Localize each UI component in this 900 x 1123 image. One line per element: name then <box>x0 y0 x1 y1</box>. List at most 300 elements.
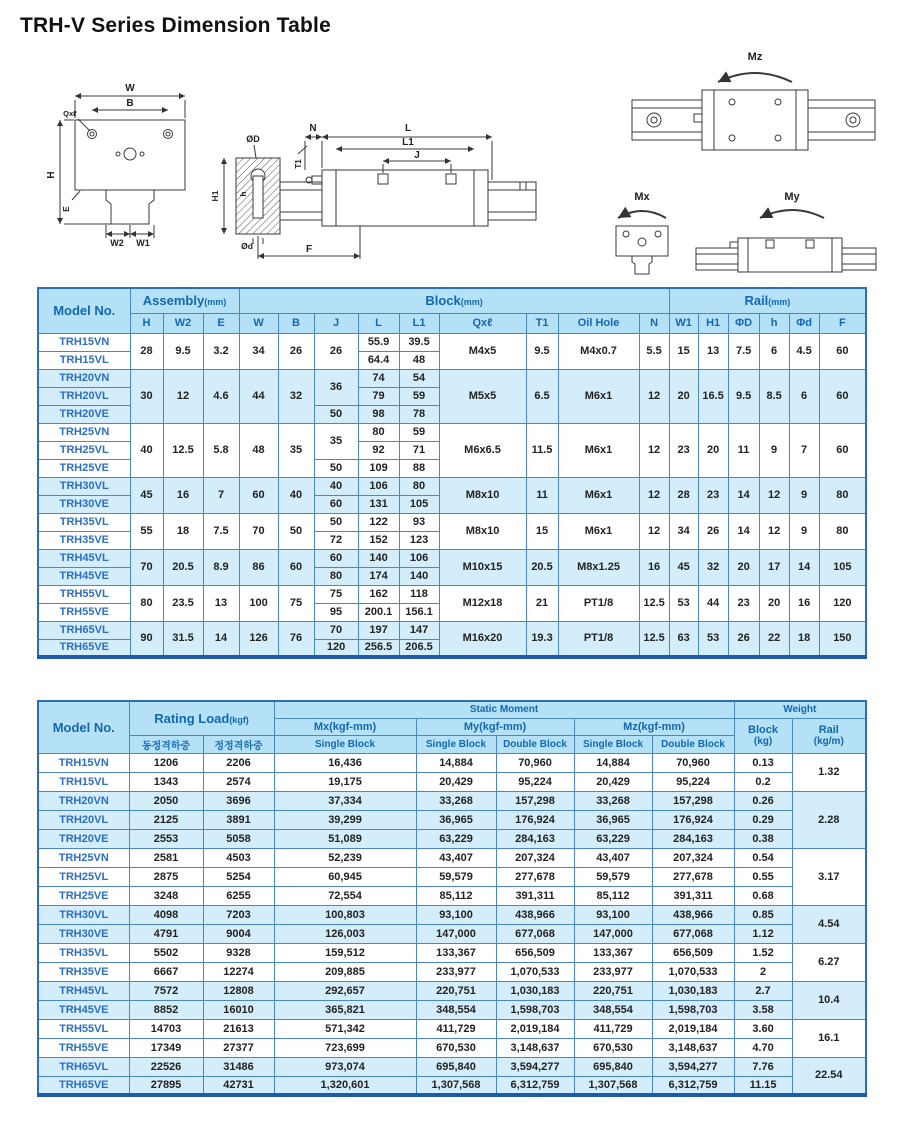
group-label: Block <box>425 293 461 309</box>
table-row <box>38 886 866 905</box>
load-cell: 12808 <box>203 981 274 1000</box>
dimension-cell: 75 <box>278 585 314 621</box>
dimension-cell: 256.5 <box>358 639 399 657</box>
table-row <box>38 867 866 886</box>
dimension-cell: 44 <box>698 585 728 621</box>
dim-label-j: J <box>414 150 420 161</box>
load-cell: 3891 <box>203 810 274 829</box>
col-header: F <box>819 313 866 333</box>
dimension-cell: 12 <box>639 513 669 549</box>
table-row <box>38 905 866 924</box>
table-row <box>38 1076 866 1095</box>
dimension-cell: 28 <box>669 477 698 513</box>
dimension-cell: M6x1 <box>558 369 639 423</box>
dimension-cell: 197 <box>358 621 399 639</box>
dimension-cell: 5.8 <box>203 423 239 477</box>
group-header-rating-load <box>129 701 274 735</box>
load-cell: 126,003 <box>274 924 416 943</box>
dimension-cell: 31.5 <box>163 621 203 657</box>
load-cell: 677,068 <box>496 924 574 943</box>
dim-label-h-height: H <box>46 171 57 179</box>
table-row <box>38 962 866 981</box>
dimension-cell: 28 <box>130 333 163 369</box>
group-label: Rating Load <box>154 710 230 726</box>
mz-top-view-diagram <box>632 73 875 150</box>
load-cell: 411,729 <box>416 1019 496 1038</box>
dim-label-l1: L1 <box>402 137 414 148</box>
load-cell: 1,598,703 <box>496 1000 574 1019</box>
dimension-cell: 106 <box>358 477 399 495</box>
dim-label-w1: W1 <box>136 238 150 248</box>
load-cell: 21613 <box>203 1019 274 1038</box>
load-cell: 3.58 <box>734 1000 792 1019</box>
dim-label-w2: W2 <box>110 238 124 248</box>
load-cell: 3,148,637 <box>496 1038 574 1057</box>
dimension-cell: 60 <box>819 333 866 369</box>
dimension-cell: 92 <box>358 441 399 459</box>
col-header: W1 <box>669 313 698 333</box>
load-cell: 2,019,184 <box>652 1019 734 1038</box>
load-cell: 677,068 <box>652 924 734 943</box>
dimension-table <box>37 287 867 659</box>
table-row <box>38 369 866 387</box>
dimension-cell: 80 <box>358 423 399 441</box>
table-row <box>38 1038 866 1057</box>
dimension-cell: 53 <box>698 621 728 657</box>
table-row <box>38 829 866 848</box>
col-label: Rail <box>818 724 839 736</box>
load-cell: 1.12 <box>734 924 792 943</box>
load-cell: 63,229 <box>416 829 496 848</box>
load-cell: 20,429 <box>574 772 652 791</box>
dimension-cell: 4.5 <box>789 333 819 369</box>
col-header-model: Model No. <box>38 701 129 753</box>
dimension-cell: 16.5 <box>698 369 728 423</box>
dim-label-e: E <box>61 206 71 212</box>
load-cell: 207,324 <box>496 848 574 867</box>
table-row <box>38 1000 866 1019</box>
load-cell: 60,945 <box>274 867 416 886</box>
dimension-cell: 48 <box>239 423 278 477</box>
dimension-cell: 120 <box>819 585 866 621</box>
dimension-cell: 60 <box>314 495 358 513</box>
load-cell: 16010 <box>203 1000 274 1019</box>
dimension-cell: 156.1 <box>399 603 439 621</box>
dimension-cell: 50 <box>314 405 358 423</box>
dimension-cell: M16x20 <box>439 621 526 657</box>
load-cell: 95,224 <box>496 772 574 791</box>
load-cell: 973,074 <box>274 1057 416 1076</box>
table-row <box>38 477 866 495</box>
dimension-cell: 174 <box>358 567 399 585</box>
dimension-cell: 39.5 <box>399 333 439 351</box>
dimension-cell: 5.5 <box>639 333 669 369</box>
table-row <box>38 810 866 829</box>
load-cell: 695,840 <box>416 1057 496 1076</box>
model-cell: TRH20VL <box>38 387 130 405</box>
dimension-cell: 106 <box>399 549 439 567</box>
dimension-cell: M4x5 <box>439 333 526 369</box>
dimension-cell: 12.5 <box>639 621 669 657</box>
table-row <box>38 772 866 791</box>
dimension-cell: 15 <box>526 513 558 549</box>
col-header: L1 <box>399 313 439 333</box>
dimension-cell: 152 <box>358 531 399 549</box>
load-cell: 0.38 <box>734 829 792 848</box>
model-cell: TRH35VL <box>38 513 130 531</box>
model-cell: TRH20VE <box>38 405 130 423</box>
load-cell: 233,977 <box>416 962 496 981</box>
dimension-cell: 48 <box>399 351 439 369</box>
load-cell: 0.68 <box>734 886 792 905</box>
load-cell: 100,803 <box>274 905 416 924</box>
dimension-cell: M6x1 <box>558 423 639 477</box>
model-cell: TRH45VE <box>38 567 130 585</box>
model-cell: TRH65VL <box>38 1057 129 1076</box>
dimension-cell: 26 <box>278 333 314 369</box>
dimension-cell: M8x10 <box>439 513 526 549</box>
col-header-single-block: Single Block <box>574 735 652 753</box>
load-cell: 4098 <box>129 905 203 924</box>
dimension-cell: 200.1 <box>358 603 399 621</box>
load-cell: 1,030,183 <box>652 981 734 1000</box>
dimension-cell: 109 <box>358 459 399 477</box>
load-cell: 1,320,601 <box>274 1076 416 1095</box>
load-cell: 5502 <box>129 943 203 962</box>
load-cell: 157,298 <box>496 791 574 810</box>
dimension-cell: 23 <box>669 423 698 477</box>
load-cell: 14703 <box>129 1019 203 1038</box>
dimension-cell: 20 <box>698 423 728 477</box>
model-cell: TRH20VN <box>38 369 130 387</box>
group-header-static-moment: Static Moment <box>274 701 734 718</box>
dimension-cell: 23 <box>728 585 759 621</box>
dimension-cell: 6 <box>759 333 789 369</box>
dimension-cell: 12 <box>759 477 789 513</box>
load-cell: 14,884 <box>416 753 496 772</box>
model-cell: TRH35VE <box>38 962 129 981</box>
dimension-cell: 59 <box>399 387 439 405</box>
load-cell: 2125 <box>129 810 203 829</box>
model-cell: TRH30VE <box>38 495 130 513</box>
col-header: W2 <box>163 313 203 333</box>
dimension-cell: 15 <box>669 333 698 369</box>
dimension-cell: 64.4 <box>358 351 399 369</box>
dimension-cell: 78 <box>399 405 439 423</box>
load-cell: 8852 <box>129 1000 203 1019</box>
dimension-cell: 6.5 <box>526 369 558 423</box>
model-cell: TRH25VL <box>38 867 129 886</box>
dimension-cell: 55 <box>130 513 163 549</box>
dimension-cell: 140 <box>358 549 399 567</box>
col-label: Block <box>748 724 779 736</box>
dimension-cell: 50 <box>314 459 358 477</box>
dimension-cell: 63 <box>669 621 698 657</box>
load-cell: 233,977 <box>574 962 652 981</box>
dimension-cell: 11.5 <box>526 423 558 477</box>
load-cell: 2,019,184 <box>496 1019 574 1038</box>
dimension-cell: 36 <box>314 369 358 405</box>
dimension-cell: 98 <box>358 405 399 423</box>
model-cell: TRH55VL <box>38 585 130 603</box>
dimension-cell: 74 <box>358 369 399 387</box>
dimension-cell: 20 <box>759 585 789 621</box>
dimension-cell: M8x1.25 <box>558 549 639 585</box>
load-cell: 9328 <box>203 943 274 962</box>
dimension-cell: 16 <box>789 585 819 621</box>
dimension-cell: 7.5 <box>203 513 239 549</box>
dim-label-od-small: Ød <box>241 241 253 251</box>
load-cell: 209,885 <box>274 962 416 981</box>
load-cell: 27895 <box>129 1076 203 1095</box>
col-header: ΦD <box>728 313 759 333</box>
dimension-cell: 20.5 <box>163 549 203 585</box>
dimension-cell: 14 <box>789 549 819 585</box>
load-cell: 16,436 <box>274 753 416 772</box>
load-cell: 348,554 <box>416 1000 496 1019</box>
dimension-cell: 75 <box>314 585 358 603</box>
col-unit: (kg/m) <box>813 736 844 747</box>
dimension-cell: 12 <box>639 423 669 477</box>
load-cell: 1343 <box>129 772 203 791</box>
load-cell: 0.55 <box>734 867 792 886</box>
dimension-cell: 8.9 <box>203 549 239 585</box>
load-cell: 9004 <box>203 924 274 943</box>
group-unit: (kgf) <box>229 714 249 725</box>
load-cell: 1,030,183 <box>496 981 574 1000</box>
load-cell: 1,070,533 <box>652 962 734 981</box>
col-header: W <box>239 313 278 333</box>
rail-weight-cell: 6.27 <box>792 943 866 981</box>
model-cell: TRH30VL <box>38 477 130 495</box>
load-table-wrapper <box>37 700 865 1097</box>
col-header-double-block: Double Block <box>652 735 734 753</box>
load-cell: 220,751 <box>416 981 496 1000</box>
rail-weight-cell: 4.54 <box>792 905 866 943</box>
dimension-cell: 50 <box>314 513 358 531</box>
load-cell: 63,229 <box>574 829 652 848</box>
dimension-cell: 90 <box>130 621 163 657</box>
front-view-diagram <box>60 96 185 238</box>
load-cell: 70,960 <box>652 753 734 772</box>
dimension-cell: 76 <box>278 621 314 657</box>
load-cell: 438,966 <box>496 905 574 924</box>
dimension-cell: 12.5 <box>163 423 203 477</box>
col-header: N <box>639 313 669 333</box>
load-cell: 670,530 <box>416 1038 496 1057</box>
moment-label-my: My <box>784 191 800 203</box>
dimension-cell: 9 <box>789 477 819 513</box>
dimension-cell: 118 <box>399 585 439 603</box>
dimension-cell: 123 <box>399 531 439 549</box>
dimension-cell: 20.5 <box>526 549 558 585</box>
dimension-cell: 9 <box>759 423 789 477</box>
dimension-cell: 22 <box>759 621 789 657</box>
col-header-single-block: Single Block <box>416 735 496 753</box>
dimension-cell: 30 <box>130 369 163 423</box>
model-cell: TRH20VN <box>38 791 129 810</box>
load-cell: 2553 <box>129 829 203 848</box>
load-cell: 12274 <box>203 962 274 981</box>
load-cell: 0.54 <box>734 848 792 867</box>
load-cell: 277,678 <box>652 867 734 886</box>
load-cell: 2875 <box>129 867 203 886</box>
model-cell: TRH45VE <box>38 1000 129 1019</box>
model-cell: TRH15VL <box>38 351 130 369</box>
dimension-cell: 7 <box>789 423 819 477</box>
dimension-cell: M12x18 <box>439 585 526 621</box>
col-header-model: Model No. <box>38 288 130 333</box>
load-cell: 6,312,759 <box>652 1076 734 1095</box>
dimension-cell: PT1/8 <box>558 621 639 657</box>
load-cell: 207,324 <box>652 848 734 867</box>
model-cell: TRH25VN <box>38 423 130 441</box>
col-header: T1 <box>526 313 558 333</box>
rail-weight-cell: 22.54 <box>792 1057 866 1095</box>
side-view-diagram <box>224 137 536 259</box>
dimension-cell: 35 <box>314 423 358 459</box>
dimension-cell: 44 <box>239 369 278 423</box>
model-cell: TRH65VL <box>38 621 130 639</box>
dimension-cell: M10x15 <box>439 549 526 585</box>
load-cell: 51,089 <box>274 829 416 848</box>
dim-label-t1: T1 <box>294 159 303 169</box>
model-cell: TRH55VE <box>38 1038 129 1057</box>
col-header: L <box>358 313 399 333</box>
load-cell: 43,407 <box>574 848 652 867</box>
load-cell: 95,224 <box>652 772 734 791</box>
group-header-weight: Weight <box>734 701 866 718</box>
dim-label-w: W <box>125 83 135 94</box>
load-cell: 391,311 <box>496 886 574 905</box>
model-cell: TRH35VL <box>38 943 129 962</box>
load-cell: 3,148,637 <box>652 1038 734 1057</box>
dimension-cell: 20 <box>669 369 698 423</box>
model-cell: TRH25VE <box>38 459 130 477</box>
load-cell: 59,579 <box>574 867 652 886</box>
load-cell: 411,729 <box>574 1019 652 1038</box>
dimension-cell: M5x5 <box>439 369 526 423</box>
load-cell: 42731 <box>203 1076 274 1095</box>
col-unit: (kg) <box>753 736 773 747</box>
dimension-cell: 53 <box>669 585 698 621</box>
group-header-assembly <box>130 288 239 313</box>
dimension-cell: 60 <box>819 369 866 423</box>
group-label: Assembly <box>142 293 205 309</box>
dimension-cell: 120 <box>314 639 358 657</box>
load-cell: 159,512 <box>274 943 416 962</box>
dimension-cell: 26 <box>698 513 728 549</box>
dimension-cell: 95 <box>314 603 358 621</box>
load-cell: 3.60 <box>734 1019 792 1038</box>
load-cell: 7572 <box>129 981 203 1000</box>
dimension-cell: M6x1 <box>558 513 639 549</box>
model-cell: TRH25VE <box>38 886 129 905</box>
dimension-cell: 93 <box>399 513 439 531</box>
load-cell: 17349 <box>129 1038 203 1057</box>
dimension-cell: 60 <box>278 549 314 585</box>
col-header: H <box>130 313 163 333</box>
dimension-cell: 16 <box>163 477 203 513</box>
dimension-cell: 50 <box>278 513 314 549</box>
load-cell: 0.13 <box>734 753 792 772</box>
table-row <box>38 423 866 441</box>
dimension-cell: 45 <box>669 549 698 585</box>
load-cell: 14,884 <box>574 753 652 772</box>
dimension-cell: PT1/8 <box>558 585 639 621</box>
table-row <box>38 1057 866 1076</box>
load-cell: 3,594,277 <box>652 1057 734 1076</box>
model-cell: TRH35VE <box>38 531 130 549</box>
dimension-cell: 34 <box>669 513 698 549</box>
table-row <box>38 585 866 603</box>
load-cell: 348,554 <box>574 1000 652 1019</box>
load-cell: 571,342 <box>274 1019 416 1038</box>
dimension-cell: 12 <box>639 477 669 513</box>
load-cell: 277,678 <box>496 867 574 886</box>
dimension-cell: 40 <box>278 477 314 513</box>
load-cell: 1,070,533 <box>496 962 574 981</box>
dimension-cell: M6x1 <box>558 477 639 513</box>
dimension-cell: 13 <box>203 585 239 621</box>
col-header: Φd <box>789 313 819 333</box>
dimension-cell: 12 <box>163 369 203 423</box>
dimension-cell: M8x10 <box>439 477 526 513</box>
load-cell: 2581 <box>129 848 203 867</box>
dimension-cell: 40 <box>130 423 163 477</box>
col-header-dynamic-load: 동정격하중 <box>129 735 203 753</box>
dimension-cell: 80 <box>819 513 866 549</box>
dimension-cell: 6 <box>789 369 819 423</box>
dimension-diagrams <box>20 42 880 282</box>
load-cell: 4791 <box>129 924 203 943</box>
dimension-cell: 100 <box>239 585 278 621</box>
group-header-block <box>239 288 669 313</box>
dimension-cell: 70 <box>239 513 278 549</box>
load-cell: 33,268 <box>574 791 652 810</box>
load-cell: 284,163 <box>652 829 734 848</box>
table-row <box>38 621 866 639</box>
dimension-cell: 88 <box>399 459 439 477</box>
load-cell: 0.29 <box>734 810 792 829</box>
dimension-cell: 12 <box>639 369 669 423</box>
model-cell: TRH65VE <box>38 1076 129 1095</box>
load-cell: 33,268 <box>416 791 496 810</box>
load-cell: 1,598,703 <box>652 1000 734 1019</box>
dimension-cell: 80 <box>819 477 866 513</box>
group-label: Rail <box>744 293 769 309</box>
dimension-cell: 23 <box>698 477 728 513</box>
dimension-cell: 140 <box>399 567 439 585</box>
col-header-mx: Mx(kgf-mm) <box>274 718 416 735</box>
model-cell: TRH15VL <box>38 772 129 791</box>
table-row <box>38 981 866 1000</box>
rail-weight-cell: 3.17 <box>792 848 866 905</box>
dimension-cell: 12 <box>759 513 789 549</box>
load-cell: 670,530 <box>574 1038 652 1057</box>
load-cell: 6,312,759 <box>496 1076 574 1095</box>
load-cell: 93,100 <box>416 905 496 924</box>
model-cell: TRH15VN <box>38 753 129 772</box>
load-cell: 27377 <box>203 1038 274 1057</box>
load-cell: 133,367 <box>574 943 652 962</box>
dimension-cell: 71 <box>399 441 439 459</box>
group-unit: (mm) <box>204 297 227 308</box>
dimension-cell: 80 <box>399 477 439 495</box>
load-cell: 31486 <box>203 1057 274 1076</box>
col-header: J <box>314 313 358 333</box>
load-cell: 52,239 <box>274 848 416 867</box>
